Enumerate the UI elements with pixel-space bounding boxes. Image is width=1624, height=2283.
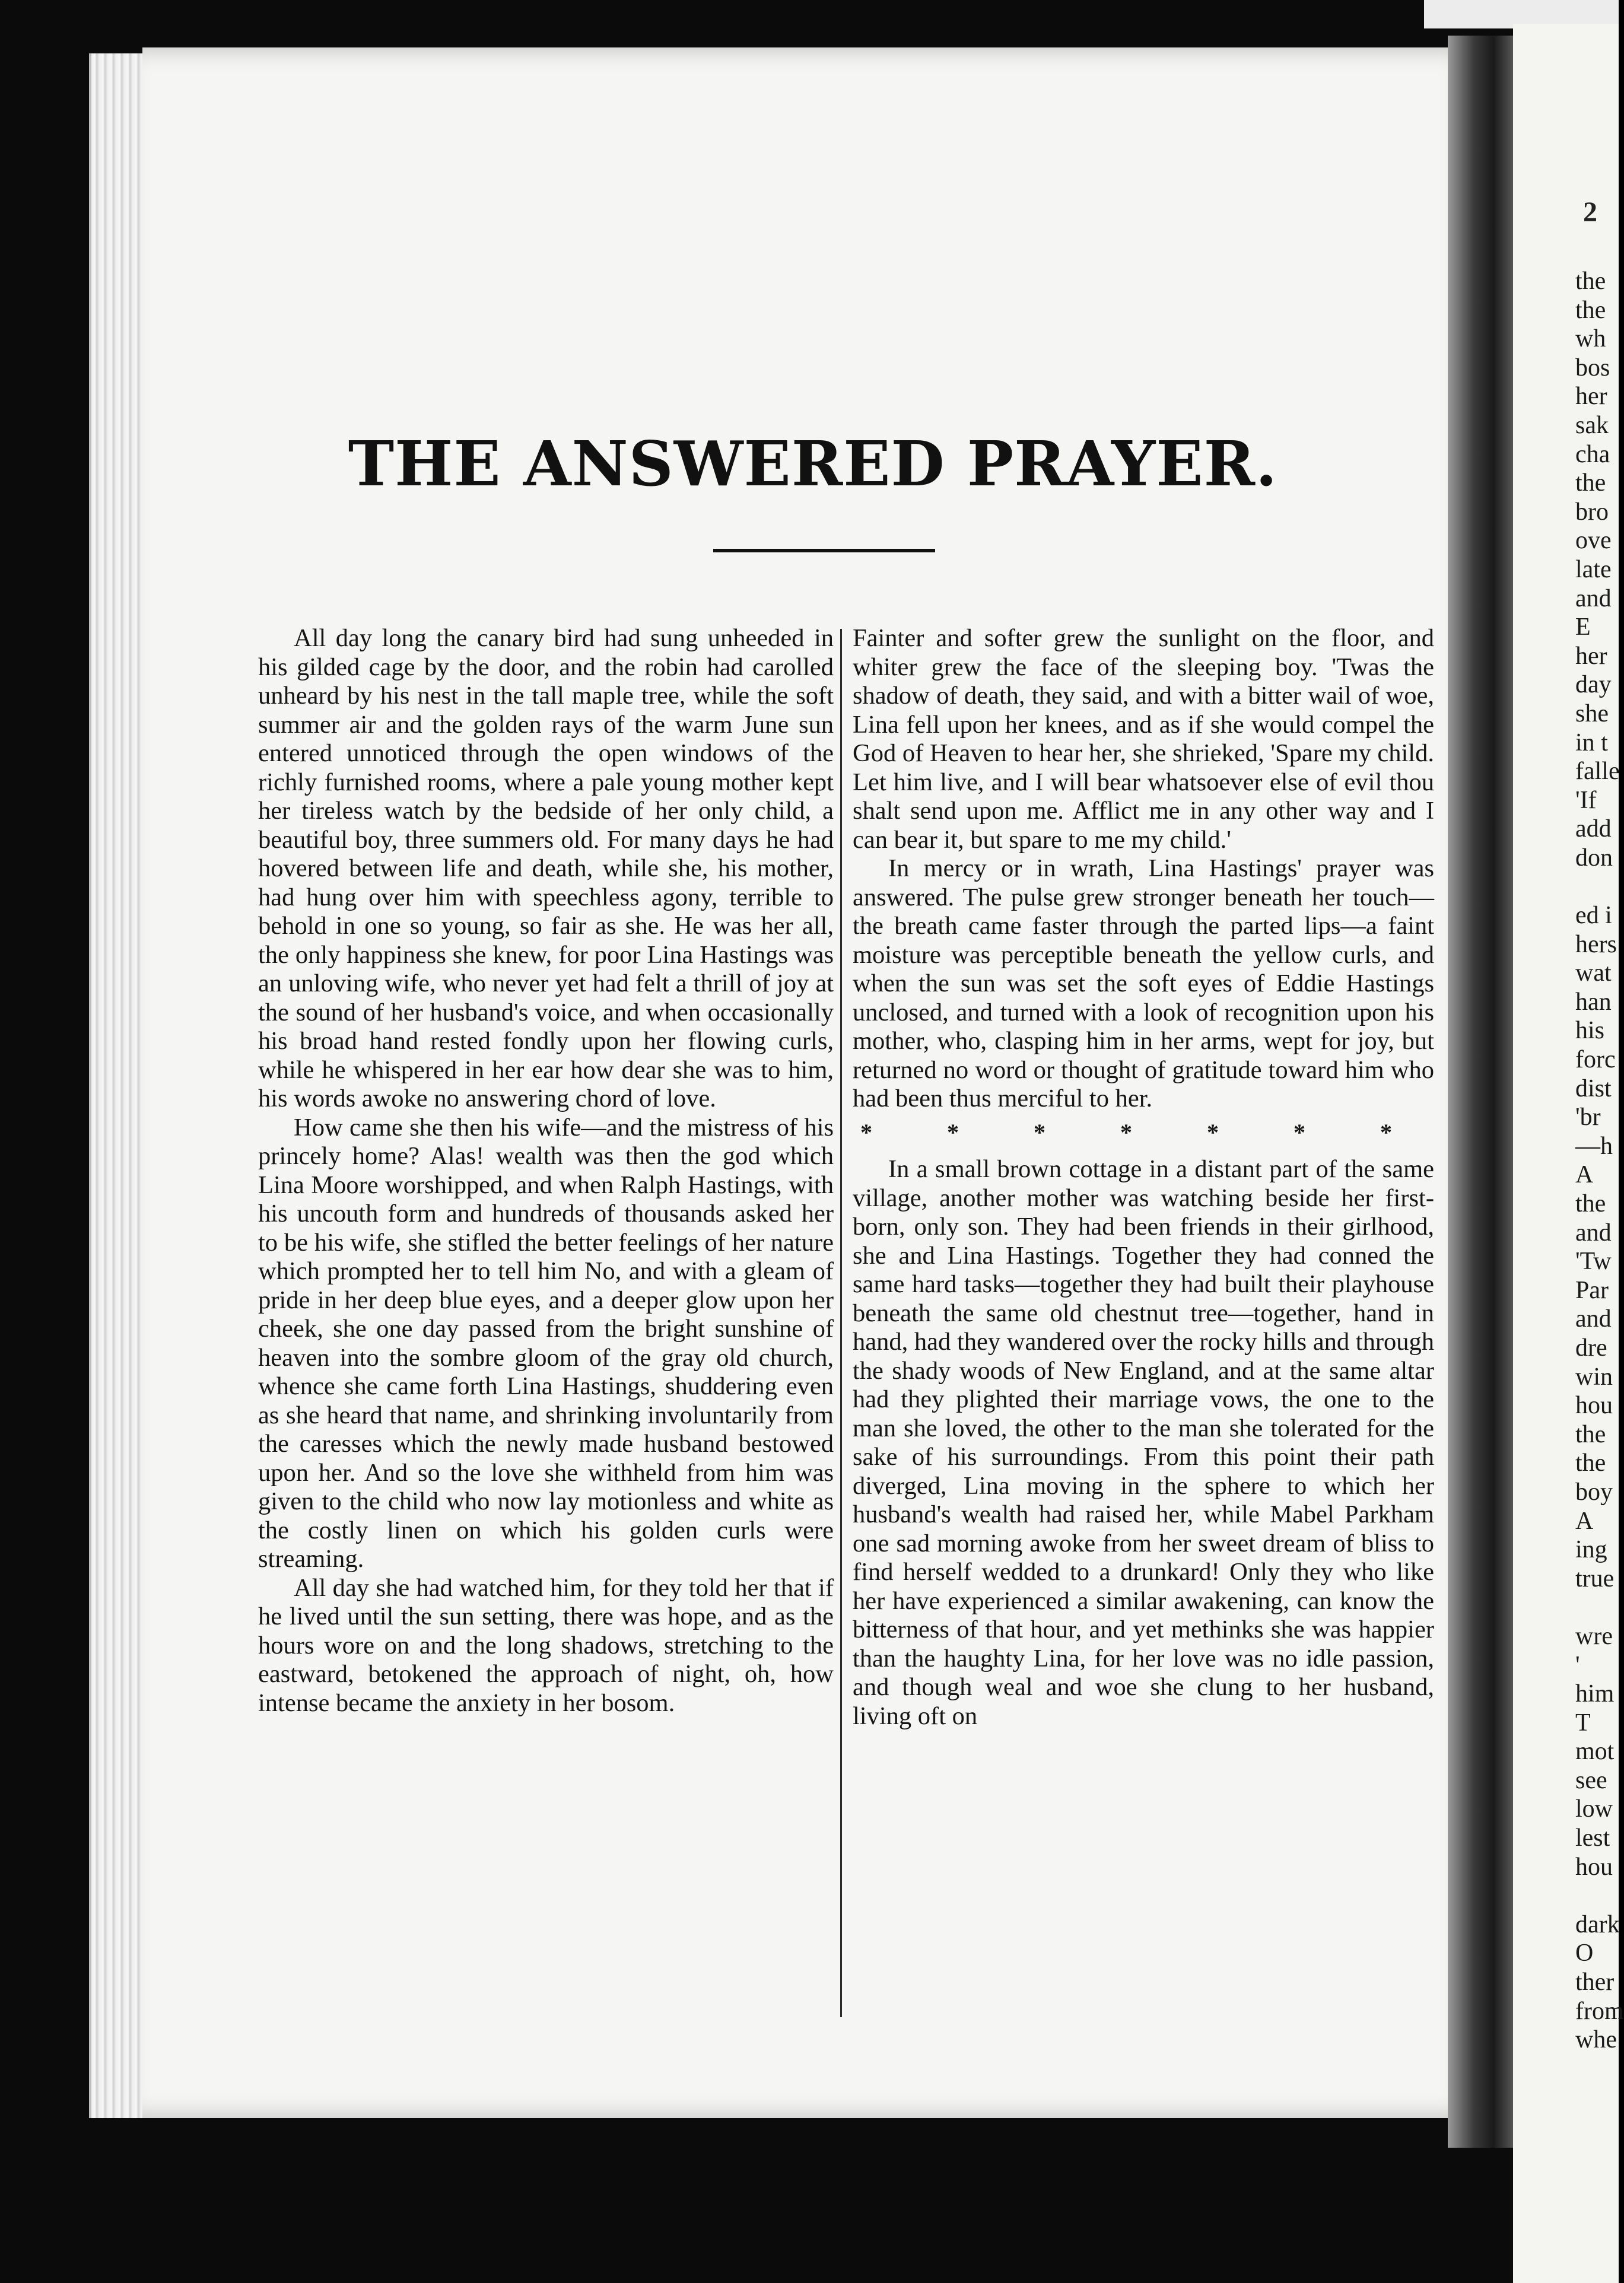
fragment-line: the <box>1575 296 1606 324</box>
fragment-line: ' <box>1575 1651 1580 1679</box>
fragment-line: her <box>1575 383 1607 411</box>
fragment-line: mot <box>1575 1738 1615 1766</box>
fragment-line: the <box>1575 1420 1606 1448</box>
fragment-line: day <box>1575 671 1612 699</box>
fragment-line: O <box>1575 1939 1594 1967</box>
fragment-line: 'If <box>1575 786 1597 814</box>
fragment-line: A <box>1575 1161 1594 1189</box>
fragment-line: falle <box>1575 758 1620 786</box>
fragment-line: A <box>1575 1507 1594 1535</box>
paragraph: In a small brown cottage in a distant part of the same village, another mother was watching beside her first-born, only son. They had been friends in their girlhood, she and Lina Hastings. Together they had conned the same hard tasks—together they had built their playhouse beneath the same old chestnut tree—together, hand in hand, had they wandered over the rocky hills and through the shady woods of New England, and at the same altar had they plighted their marriage vows, the one to the man she loved, the other to the man she tolerated for the sake of his surroundings. From this point their path diverged, Lina moving in the sphere to which her husband's wealth had raised her, while Mabel Parkham one sad morning awoke from her sweet dream of bliss to find herself wedded to a drunkard! Only they who like her have experienced a similar awakening, can know the bitterness of that hour, and yet methinks she was happier than the haughty Lina, for her love was no idle passion, and though weal and woe she clung to her husband, living oft on <box>853 1155 1434 1730</box>
fragment-line: 'Tw <box>1575 1248 1612 1276</box>
fragment-line: add <box>1575 815 1612 843</box>
paragraph: Fainter and softer grew the sunlight on the floor, and whiter grew the face of the sleeping boy. 'Twas the shadow of death, they said, and with a bitter wail of woe, Lina fell upon her knees, and as if she would compel the God of Heaven to hear her, she shrieked, 'Spare my child. Let him live, and I will bear whatsoever else of evil thou shalt send upon me. Afflict me in any other way and I can bear it, but spare to me my child.' <box>853 624 1434 854</box>
fragment-line: hers <box>1575 930 1617 958</box>
fragment-line: whe <box>1575 2026 1617 2054</box>
fragment-line: from <box>1575 1997 1624 2025</box>
fragment-line: —h <box>1575 1132 1613 1160</box>
fragment-line: the <box>1575 1449 1606 1477</box>
fragment-line: ther <box>1575 1969 1615 1996</box>
fragment-line: see <box>1575 1766 1607 1794</box>
fragment-line: and <box>1575 584 1612 612</box>
left-column <box>258 624 834 1718</box>
fragment-line: T <box>1575 1709 1591 1737</box>
fragment-line: ing <box>1575 1536 1607 1564</box>
fragment-line: wh <box>1575 325 1606 353</box>
right-column <box>853 624 1434 1731</box>
fragment-line: 'br <box>1575 1104 1601 1131</box>
fragment-line: ed i <box>1575 902 1612 930</box>
fragment-line: the <box>1575 469 1606 497</box>
fragment-line: the <box>1575 1190 1606 1217</box>
fragment-line: forc <box>1575 1046 1616 1074</box>
fragment-line: bos <box>1575 354 1610 381</box>
article-title: THE ANSWERED PRAYER. <box>348 427 1278 500</box>
fragment-line: in t <box>1575 729 1608 756</box>
title-rule <box>713 549 935 552</box>
paragraph: How came she then his wife—and the mistress of his princely home? Alas! wealth was then the god which Lina Moore worshipped, and when Ralph Hastings, with his uncouth form and hundreds of thousands asked her to be his wife, she stifled the better feelings of her nature which prompted her to tell him No, and with a gleam of pride in her deep blue eyes, and a deeper glow upon her cheek, she one day passed from the bright sunshine of heaven into the sombre gloom of the gray old church, whence she came forth Lina Hastings, shuddering even as she heard that name, and shrinking involuntarily from the caresses which the newly made husband bestowed upon her. And so the love she withheld from him was given to the child who now lay motionless and white as the costly linen on which his golden curls were streaming. <box>258 1113 834 1573</box>
fragment-line: dist <box>1575 1074 1612 1102</box>
fragment-line <box>1575 872 1624 901</box>
fragment-line: wat <box>1575 959 1612 987</box>
fragment-line: bro <box>1575 498 1609 526</box>
fragment-line: Par <box>1575 1276 1609 1304</box>
fragment-line: boy <box>1575 1478 1613 1506</box>
fragment-line: and <box>1575 1305 1612 1333</box>
book-gutter <box>1448 36 1513 2148</box>
column-divider <box>840 629 842 2017</box>
fragment-line <box>1575 1593 1624 1622</box>
paragraph: In mercy or in wrath, Lina Hastings' prayer was answered. The pulse grew stronger beneath her touch—the breath came faster through the parted lips—a faint moisture was perceptible beneath the yellow curls, and when the sun was set the soft eyes of Eddie Hastings unclosed, and turned with a look of recognition upon his mother, who, clasping him in her arms, wept for joy, but returned no word or thought of gratitude toward him who had been thus merciful to her. <box>853 854 1434 1112</box>
fragment-line: han <box>1575 988 1612 1016</box>
fragment-line: her <box>1575 642 1607 670</box>
fragment-line: the <box>1575 268 1606 295</box>
fragment-line: hou <box>1575 1392 1613 1420</box>
fragment-line: and <box>1575 1219 1612 1247</box>
fragment-line: low <box>1575 1795 1613 1823</box>
fragment-line: win <box>1575 1363 1613 1391</box>
paragraph: All day long the canary bird had sung unheeded in his gilded cage by the door, and the robin had carolled unheard by his nest in the tall maple tree, while the soft summer air and the golden rays of the warm June sun entered unnoticed through the open windows of the richly furnished rooms, where a pale young mother kept her tireless watch by the bedside of her only child, a beautiful boy, three summers old. For many days he had hovered between life and death, while she, his mother, had hung over him with speechless agony, terrible to behold in one so young, so fair as she. He was her all, the only happiness she knew, for poor Lina Hastings was an unloving wife, who never yet had felt a thrill of joy at the sound of her husband's voice, and when occasionally his broad hand rested fondly upon her flowing curls, while he whispered in her ear how dear she was to him, his words awoke no answering chord of love. <box>258 624 834 1112</box>
fragment-line: don <box>1575 844 1613 872</box>
fragment-line: dre <box>1575 1334 1607 1362</box>
fragment-line: him <box>1575 1680 1615 1708</box>
section-separator: * * * * * * * <box>860 1118 1426 1146</box>
fragment-line <box>1575 1881 1624 1910</box>
fragment-line: lest <box>1575 1824 1610 1852</box>
fragment-line: dark <box>1575 1910 1620 1938</box>
fragment-line: ove <box>1575 527 1612 555</box>
paragraph: All day she had watched him, for they told her that if he lived until the sun setting, there was hope, and as the hours wore on and the long shadows, stretching to the eastward, betokened the approach of night, oh, how intense became the anxiety in her bosom. <box>258 1573 834 1717</box>
fragment-line: E <box>1575 613 1591 641</box>
fragment-line: his <box>1575 1017 1605 1045</box>
right-page-text-fragment <box>1575 267 1624 2055</box>
fragment-line: hou <box>1575 1853 1613 1881</box>
fragment-line: sak <box>1575 411 1609 439</box>
fragment-line: cha <box>1575 440 1610 468</box>
right-page-number: 2 <box>1583 196 1597 228</box>
fragment-line: wre <box>1575 1622 1613 1650</box>
fragment-line: true <box>1575 1565 1615 1592</box>
fragment-line: she <box>1575 699 1609 727</box>
fragment-line: late <box>1575 555 1612 583</box>
